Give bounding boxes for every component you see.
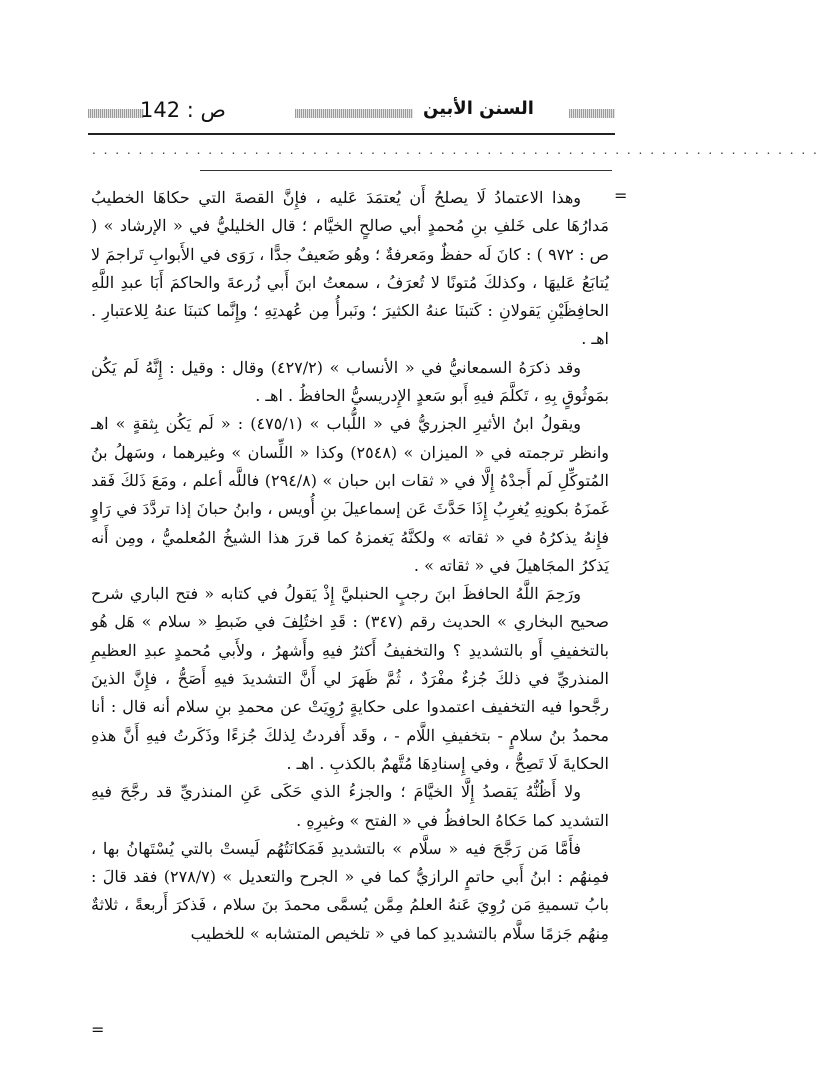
- paragraph: ورَحِمَ اللَّهُ الحافظَ ابنَ رجبٍ الحنبليَّ إِذْ يَقولُ في كتابه « فتح الباري شرح صحيح البخاري » الحديث رقم (٣٤٧) : قَدِ اختُلِفَ في ضَبطِ « سلام » هَل هُو بالتخفيفِ أَو بالتشديدِ ؟ والتخفيفُ أَكثرُ فيهِ وأَشهرُ ، ولأَبي مُحمدٍ عبدِ العظيمِ المنذريِّ في ذلكَ جُزءٌ مفْرَدٌ ، ثُمَّ ظَهرَ لي أَنَّ التشديدَ فيهِ أَصَحُّ ، فإِنَّ الذينَ رجَّحوا فيه التخفيف اعتمدوا على حكايةٍ رُوِيَتْ عن محمدِ بنِ سلام أنه قال : أنا محمدُ بنُ سلامٍ - بتخفيفِ اللَّام - ، وقَد أَفردتُ لِذلكَ جُزءًا وذَكَرتُ فيهِ أَنَّ هذهِ الحكايةَ لَا تَصِحُّ ، وفي إِسنادِهَا مُتَّهمٌ بالكذبِ . اهـ .: [91, 584, 610, 773]
- paragraph: فأَمَّا مَن رَجَّحَ فيه « سلَّام » بالتشديدِ فَمَكانَتُهُم لَيستْ بالتي يُسْتَهانُ بها ، فمِنهُم : ابنُ أَبي حاتمٍ الرازيُّ كما في « الجرح والتعديل » (٢٧٨/٧) فقد قالَ : بابُ تسميةِ مَن رُوِيَ عَنهُ العلمُ مِمَّن يُسمَّى محمدَ بنَ سلام ، فَذكرَ أَربعةً ، ثلاثةٌ مِنهُم جَزمًا سلَّام بالتشديدِ كما في « تلخيص المتشابه » للخطيب: [91, 838, 609, 943]
- continuation-marker-bottom: =: [91, 1020, 105, 1039]
- header-ornament-middle: [295, 109, 413, 118]
- paragraph: ويقولُ ابنُ الأثيرِ الجزريُّ في « اللُّباب » (٤٧٥/١) : « لَم يَكُن بِثقةٍ » اهـ وانظر ترجمته في « الميزان » (٢٥٤٨) وكذا « اللِّسان » وغيرهما ، وسَهلُ بنُ المُتوكِّلِ لَم أَجدْهُ إِلَّا في « ثقات ابن حبان » (٢٩٤/٨) فاللَّه أعلم ، ومَعَ ذَلكَ فَقد غَمزَهُ بكونِهِ يُغرِبُ إِذَا حَدَّثَ عَن إسماعيلَ بنِ أُويس ، وابنُ حبانَ إذا تردَّدَ في رَاوٍ فإِنهُ يذكرُهُ في « ثقاته » ولكنَّهُ يَغمزهُ كما قررَ هذا الشيخُ المُعلميُّ ، ومِن أَنه يَذكرُ المجَاهيلَ في « ثقاته » .: [91, 414, 609, 575]
- paragraph: وهذا الاعتمادُ لَا يصلحُ أَن يُعتمَدَ عَليه ، فإِنَّ القصةَ التي حكاهَا الخطيبُ مَدارُهَا على خَلفِ بنِ مُحمدٍ أبي صالحٍ الخيَّام ؛ قال الخليليُّ في « الإرشاد » ( ص : ٩٧٢ ) : كانَ لَه حفظٌ ومَعرفةٌ ؛ وهُو ضَعيفٌ جدًّا ، رَوَى في الأَبوابِ تَراجمَ لا يُتابَعُ عَليهَا ، وكذلكَ مُتونًا لا تُعرَفُ ، سمعتُ ابنَ أَبي زُرعةَ والحاكمَ أَبَا عبدِ اللَّهِ الحافِظَيْنِ يَقولانِ : كَتبنَا عنهُ الكثيرَ ؛ ونَبرأُ مِن عُهدتِهِ ؛ وإِنَّما كتبنَا عنهُ لِلاعتبارِ . اهـ .: [91, 188, 609, 349]
- paragraph: ولا أَظُنُّهُ يَقصدُ إِلَّا الخيَّامَ ؛ والجزءُ الذي حَكَى عَنِ المنذريِّ قد رجَّحَ فيهِ التشديد كما حَكاهُ الحافظُ في « الفتح » وغيرِهِ .: [91, 782, 609, 830]
- footnote-text: [91, 184, 609, 948]
- book-title: السنن الأبين: [423, 98, 534, 119]
- dotted-line: . . . . . . . . . . . . . . . . . . . . . . . . . . . . . . . . . . . . . . . . . . . . . . . . . . . . . . . . . . . . . . .: [92, 143, 819, 157]
- paragraph: وقد ذكرَهُ السمعانيُّ في « الأنساب » (٤٢٧/٢) وقال : وقيل : إِنَّهُ لَم يَكُن بمَوثُوقٍ بِهِ ، تَكلَّمَ فيهِ أَبو سَعدٍ الإِدريسيُّ الحافظُ . اهـ .: [91, 357, 609, 406]
- header-ornament-left: [88, 109, 144, 118]
- page-header: [88, 98, 615, 130]
- header-rule: [88, 133, 615, 135]
- footnote-separator: [200, 170, 612, 171]
- header-ornament-right: [569, 109, 615, 118]
- page-number: ص : 142: [140, 98, 226, 122]
- continuation-marker-top: =: [614, 186, 628, 205]
